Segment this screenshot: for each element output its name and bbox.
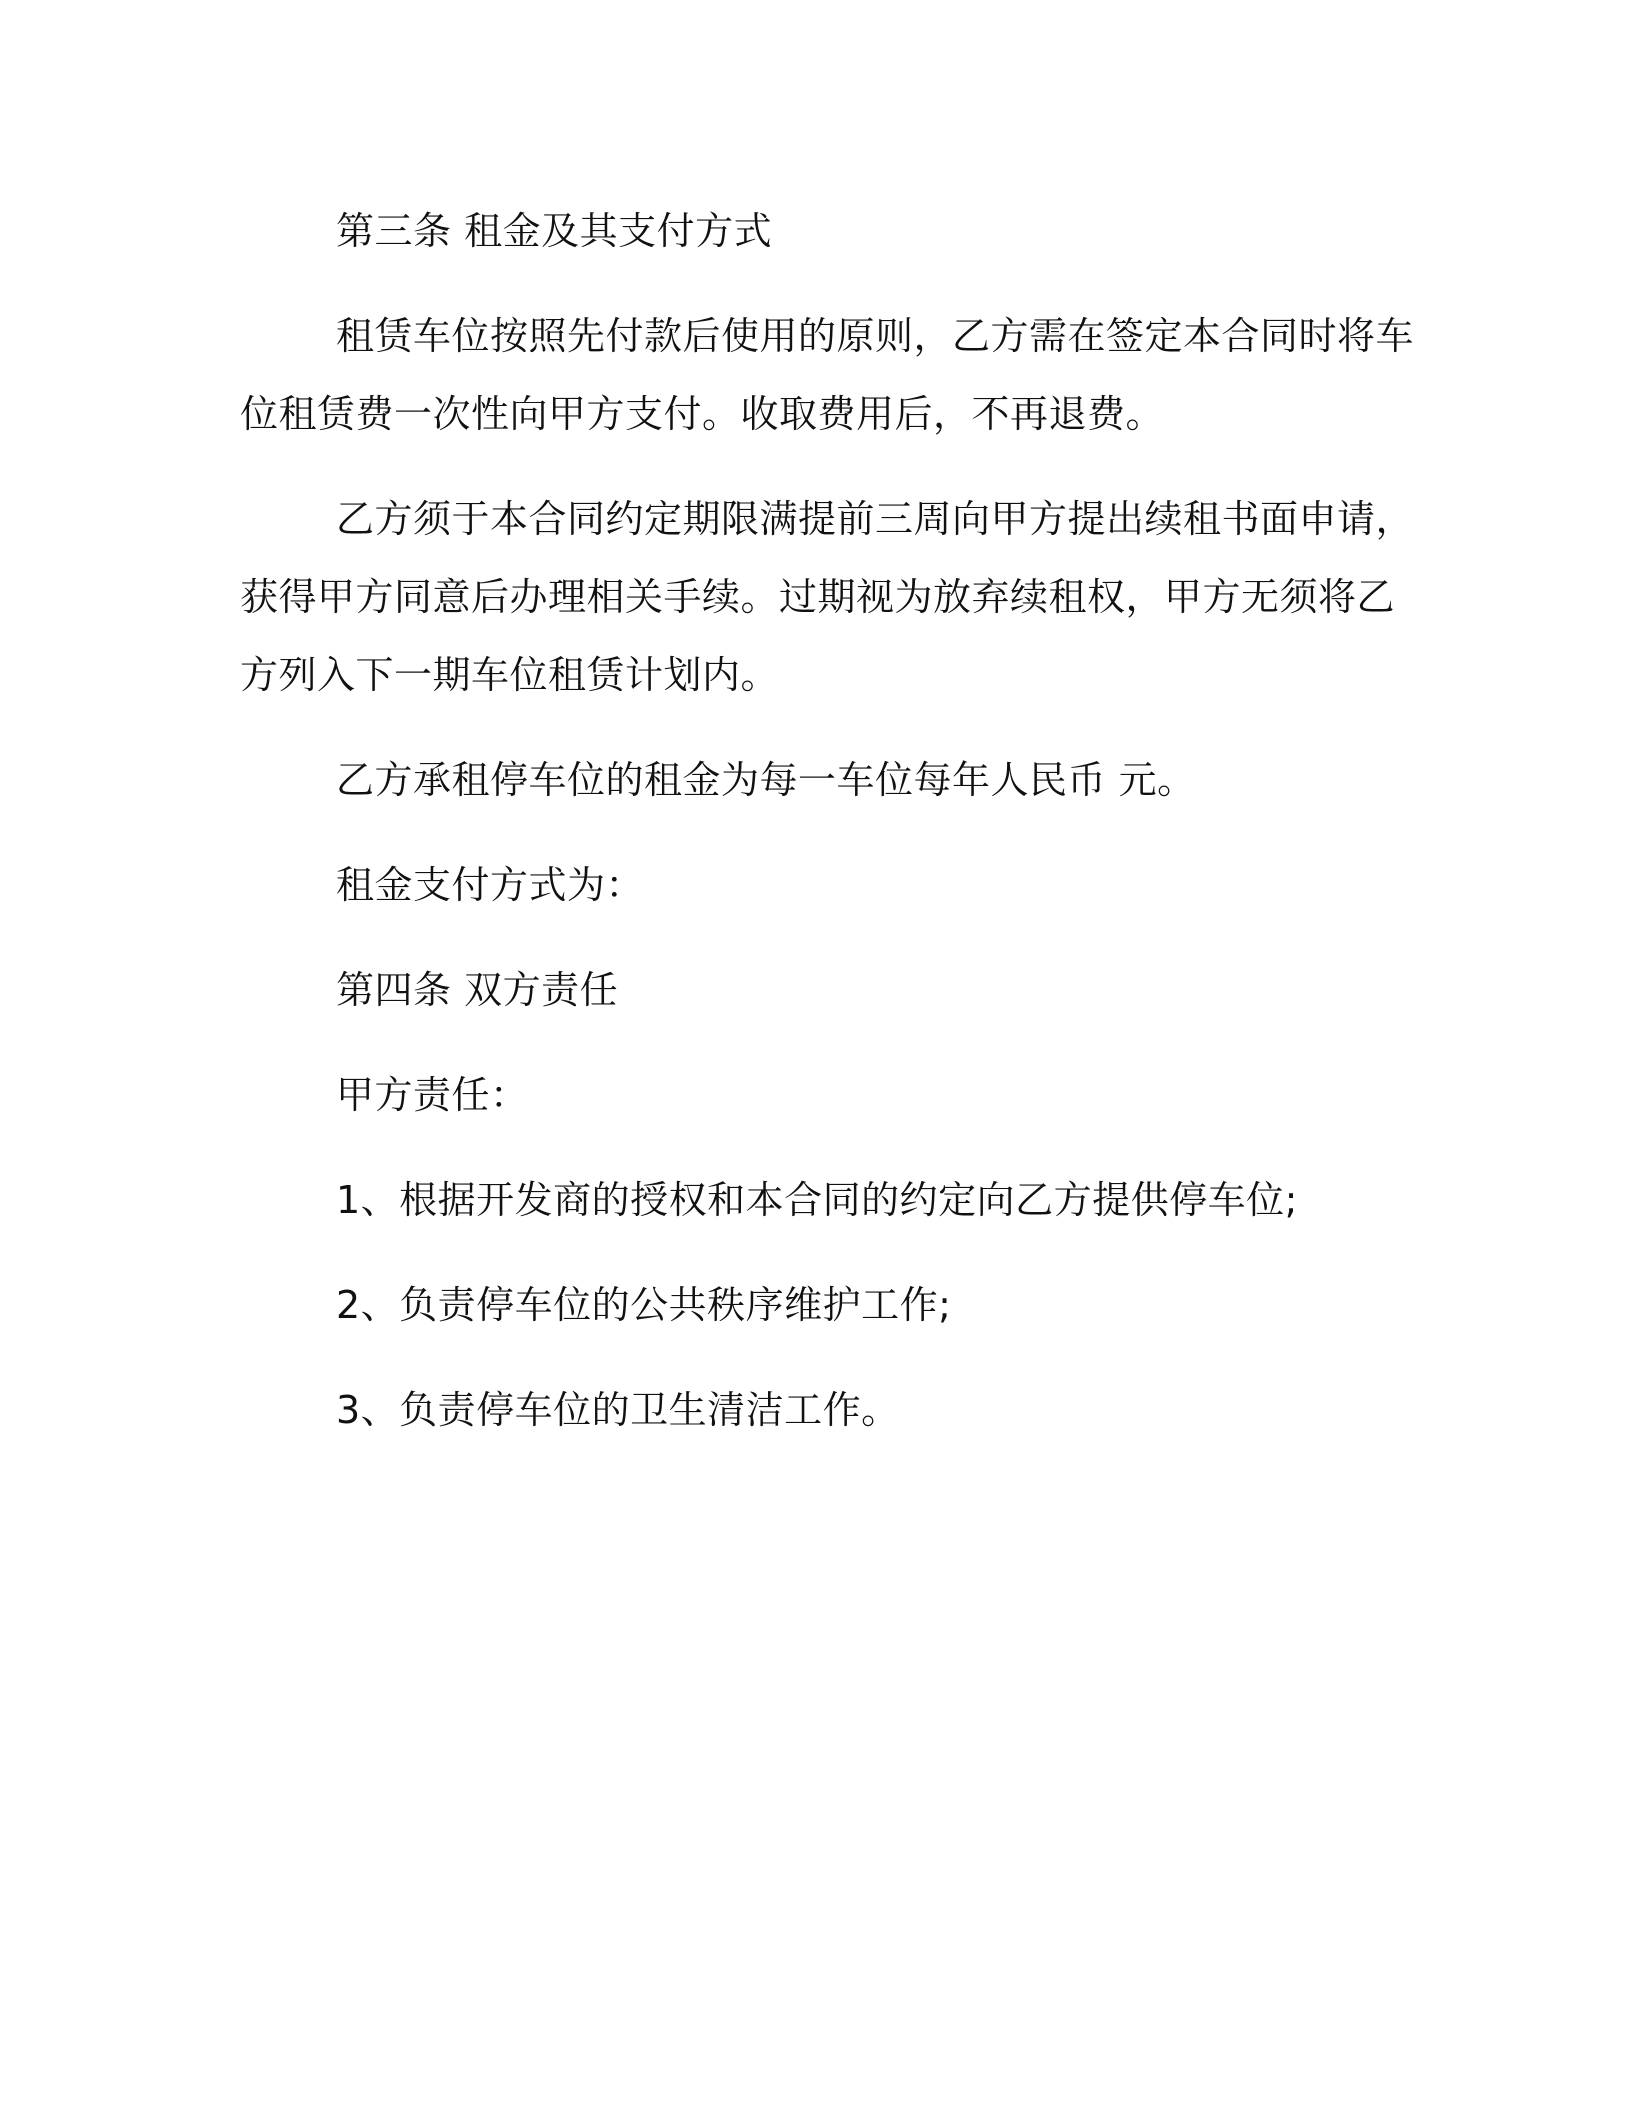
list-item-duty-1 [240, 1161, 1392, 1239]
text-line: 第四条 双方责任 [336, 968, 619, 1012]
text-line: 租金支付方式为： [336, 863, 645, 907]
section-heading-article-3 [240, 192, 1392, 270]
text-line: 乙方承租停车位的租金为每一车位每年人民币 元。 [336, 758, 1196, 802]
list-item-duty-3 [240, 1371, 1392, 1449]
paragraph-prepayment [240, 297, 1415, 453]
text-line: 租赁车位按照先付款后使用的原则，乙方需在签定本合同时将车 [336, 314, 1415, 358]
text-line: 位租赁费一次性向甲方支付。收取费用后，不再退费。 [240, 392, 1165, 436]
subheading-party-a-duties [240, 1056, 1392, 1134]
section-heading-article-4 [240, 951, 1392, 1029]
text-line: 2、负责停车位的公共秩序维护工作; [336, 1283, 952, 1327]
text-line: 第三条 租金及其支付方式 [336, 209, 773, 253]
text-line: 3、负责停车位的卫生清洁工作。 [336, 1388, 900, 1432]
text-line: 获得甲方同意后办理相关手续。过期视为放弃续租权，甲方无须将乙 [240, 575, 1396, 619]
paragraph-renewal [240, 480, 1415, 714]
text-line: 乙方须于本合同约定期限满提前三周向甲方提出续租书面申请， [336, 497, 1415, 541]
text-line: 方列入下一期车位租赁计划内。 [240, 653, 780, 697]
document-body [240, 192, 1415, 1449]
paragraph-payment-method [240, 846, 1392, 924]
list-item-duty-2 [240, 1266, 1392, 1344]
text-line: 甲方责任： [336, 1073, 529, 1117]
text-line: 1、根据开发商的授权和本合同的约定向乙方提供停车位; [336, 1178, 1298, 1222]
paragraph-rent-amount [240, 741, 1392, 819]
